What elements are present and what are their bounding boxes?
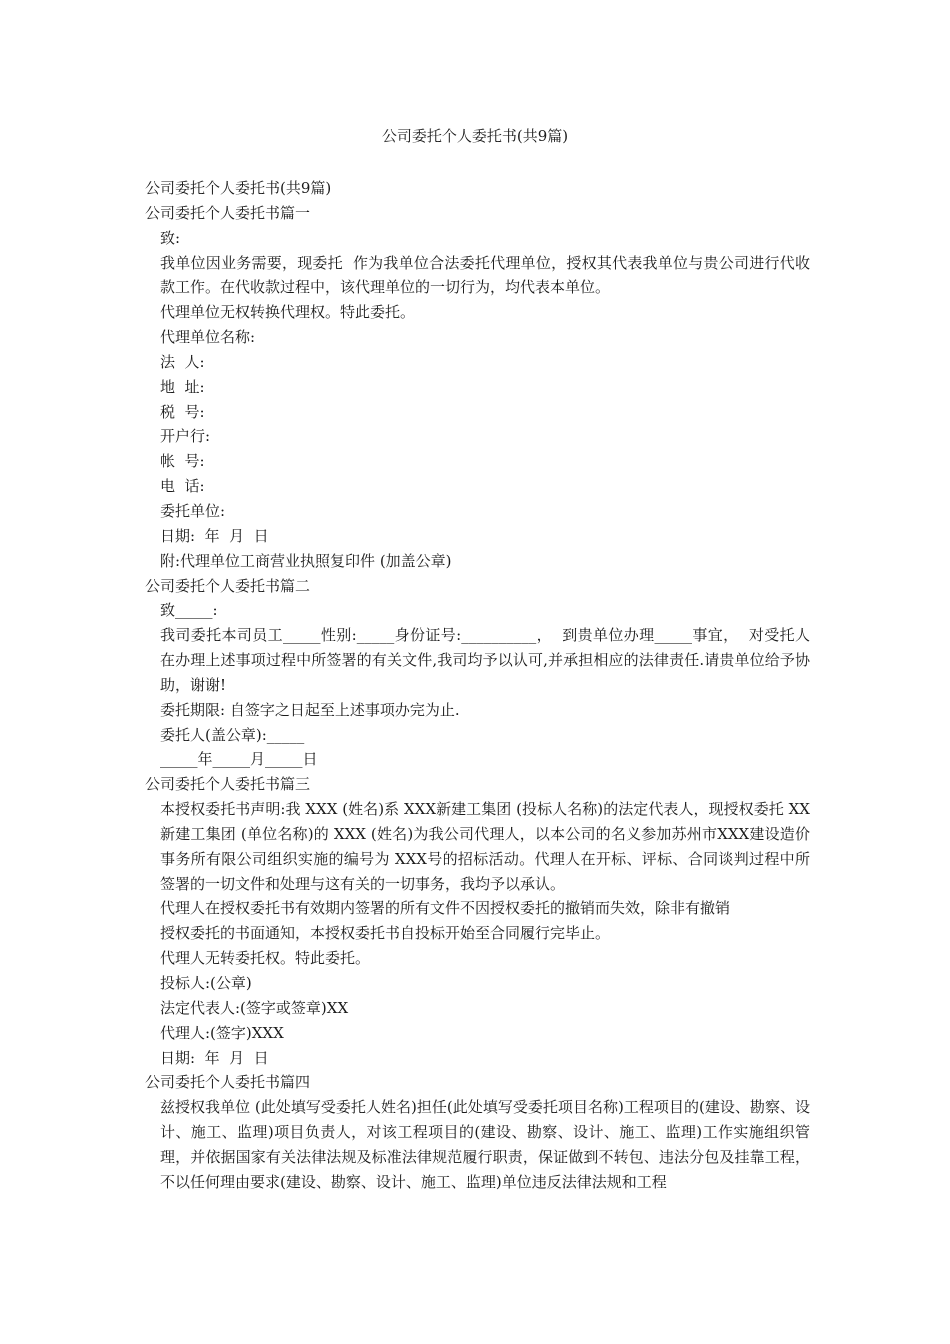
section-heading: 公司委托个人委托书篇三 — [145, 775, 311, 794]
paragraph: 法 人: — [160, 352, 205, 371]
paragraph: 帐 号: — [160, 452, 205, 471]
paragraph: 致_____: — [160, 601, 218, 620]
section-heading: 公司委托个人委托书篇二 — [145, 576, 311, 595]
paragraph: 代理人无转委托权。特此委托。 — [160, 949, 371, 968]
section-heading: 公司委托个人委托书篇四 — [145, 1073, 311, 1092]
paragraph: 代理人:(签字)XXX — [160, 1023, 284, 1042]
section-heading: 公司委托个人委托书篇一 — [145, 203, 311, 222]
paragraph: 委托单位: — [160, 501, 226, 520]
paragraph: 授权委托的书面通知，本授权委托书自投标开始至合同履行完毕止。 — [160, 924, 611, 943]
paragraph: 日期: 年 月 日 — [160, 1048, 269, 1067]
section-heading: 公司委托个人委托书(共9篇) — [145, 179, 332, 197]
paragraph: 附:代理单位工商营业执照复印件 (加盖公章) — [160, 551, 452, 570]
paragraph: 我单位因业务需要，现委托 作为我单位合法委托代理单位，授权其代表我单位与贵公司进行代收款工作。在代收款过程中，该代理单位的一切行为，均代表本单位。 — [160, 253, 810, 297]
paragraph: 日期: 年 月 日 — [160, 526, 269, 545]
paragraph: 代理单位无权转换代理权。特此委托。 — [160, 303, 416, 322]
paragraph: _____年_____月_____日 — [160, 750, 318, 769]
paragraph: 代理单位名称: — [160, 328, 256, 347]
paragraph: 地 址: — [160, 377, 205, 396]
paragraph: 电 话: — [160, 477, 205, 496]
paragraph: 投标人:(公章) — [160, 974, 252, 992]
paragraph: 法定代表人:(签字或签章)XX — [160, 998, 349, 1017]
paragraph: 本授权委托书声明:我 XXX (姓名)系 XXX新建工集团 (投标人名称)的法定代表人，现授权委托 XX新建工集团 (单位名称)的 XXX (姓名)为我公司代理人，以本公司的名义参加苏州市XXX建设造价事务所有限公司组织实施的编号为 XXX号的招标活动。代理人在开标、评标、合同谈判过程中所签署的一切文件和处理与这有关的一切事务，我均予以承认。 — [160, 800, 810, 893]
page-title: 公司委托个人委托书(共9篇) — [381, 127, 569, 145]
paragraph: 税 号: — [160, 402, 205, 421]
paragraph: 兹授权我单位 (此处填写受委托人姓名)担任(此处填写受委托项目名称)工程项目的(建设、勘察、设计、施工、监理)项目负责人，对该工程项目的(建设、勘察、设计、施工、监理)工作实施组织管理，并依据国家有关法律法规及标准法律规范履行职责，保证做到不转包、违法分包及挂靠工程，不以任何理由要求(建设、勘察、设计、施工、监理)单位违反法律法规和工程 — [160, 1098, 810, 1191]
paragraph: 委托期限: 自签字之日起至上述事项办完为止. — [160, 700, 460, 719]
paragraph: 我司委托本司员工_____性别:_____身份证号:__________， 到贵单位办理_____事宜， 对受托人在办理上述事项过程中所签署的有关文件,我司均予以认可,并承担相应的法律责任.请贵单位给予协助，谢谢! — [160, 626, 810, 694]
document-body — [145, 176, 810, 1195]
paragraph: 委托人(盖公章):_____ — [160, 725, 305, 744]
paragraph: 致: — [160, 228, 181, 247]
paragraph: 代理人在授权委托书有效期内签署的所有文件不因授权委托的撤销而失效，除非有撤销 — [160, 899, 731, 918]
paragraph: 开户行: — [160, 427, 211, 446]
